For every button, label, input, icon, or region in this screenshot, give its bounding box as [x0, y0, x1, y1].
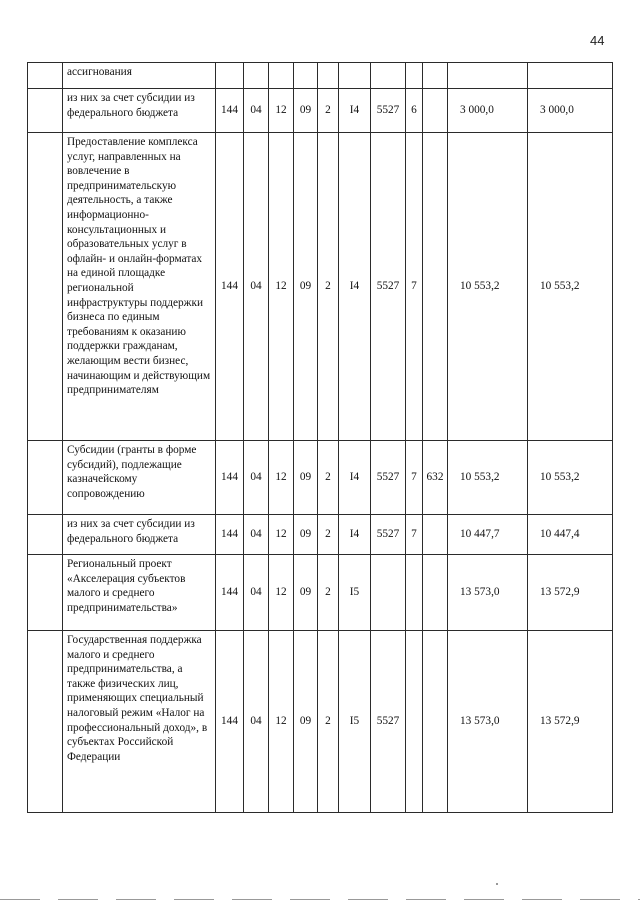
code-cell: I5 — [339, 631, 371, 813]
value-cell-1: 13 573,0 — [448, 555, 528, 631]
table-row — [28, 631, 613, 813]
code-cell: I5 — [339, 555, 371, 631]
code-cell: 144 — [216, 515, 244, 555]
code-cell — [406, 555, 423, 631]
code-cell: 2 — [318, 441, 339, 515]
item-name: Государственная поддержка малого и среднего предпринимательства, а также физических лиц, применяющих специальный налоговый режим «Налог на профессиональный доход», в субъектах Российской Федерации — [63, 631, 216, 813]
code-cell — [423, 515, 448, 555]
code-cell: I4 — [339, 515, 371, 555]
code-cell: 04 — [244, 133, 269, 441]
value-cell-1: 13 573,0 — [448, 631, 528, 813]
code-cell: 2 — [318, 555, 339, 631]
code-cell — [423, 89, 448, 133]
code-cell: 04 — [244, 631, 269, 813]
value-cell-2: 10 553,2 — [528, 133, 613, 441]
code-cell: 09 — [294, 555, 318, 631]
code-cell — [423, 63, 448, 89]
code-cell: 144 — [216, 441, 244, 515]
code-cell — [371, 555, 406, 631]
code-cell: 144 — [216, 555, 244, 631]
code-cell — [406, 63, 423, 89]
row-number-cell — [28, 515, 63, 555]
code-cell: 12 — [269, 133, 294, 441]
code-cell: 5527 — [371, 133, 406, 441]
code-cell: 04 — [244, 441, 269, 515]
code-cell: 09 — [294, 631, 318, 813]
code-cell: 5527 — [371, 441, 406, 515]
code-cell — [216, 63, 244, 89]
code-cell: 7 — [406, 441, 423, 515]
footer-rule — [0, 899, 640, 900]
code-cell — [294, 63, 318, 89]
table-row — [28, 63, 613, 89]
row-number-cell — [28, 441, 63, 515]
value-cell-2 — [528, 63, 613, 89]
code-cell: 12 — [269, 555, 294, 631]
code-cell: 09 — [294, 515, 318, 555]
code-cell — [339, 63, 371, 89]
table-row — [28, 441, 613, 515]
value-cell-1: 10 447,7 — [448, 515, 528, 555]
code-cell: 12 — [269, 631, 294, 813]
item-name: из них за счет субсидии из федерального бюджета — [63, 515, 216, 555]
code-cell — [269, 63, 294, 89]
code-cell: 09 — [294, 441, 318, 515]
code-cell: 144 — [216, 89, 244, 133]
code-cell: 12 — [269, 515, 294, 555]
code-cell: 7 — [406, 515, 423, 555]
code-cell: 04 — [244, 89, 269, 133]
table-row — [28, 89, 613, 133]
code-cell: 12 — [269, 441, 294, 515]
item-name: Региональный проект «Акселерация субъектов малого и среднего предпринимательства» — [63, 555, 216, 631]
code-cell: 5527 — [371, 515, 406, 555]
value-cell-1: 10 553,2 — [448, 441, 528, 515]
code-cell — [423, 631, 448, 813]
value-cell-2: 13 572,9 — [528, 631, 613, 813]
value-cell-1: 3 000,0 — [448, 89, 528, 133]
code-cell — [406, 631, 423, 813]
item-name: ассигнования — [63, 63, 216, 89]
value-cell-1: 10 553,2 — [448, 133, 528, 441]
value-cell-2: 10 553,2 — [528, 441, 613, 515]
code-cell: I4 — [339, 133, 371, 441]
code-cell: 2 — [318, 631, 339, 813]
table-row — [28, 555, 613, 631]
scan-artifact — [496, 883, 498, 885]
item-name: из них за счет субсидии из федерального бюджета — [63, 89, 216, 133]
code-cell: 2 — [318, 89, 339, 133]
code-cell: 09 — [294, 89, 318, 133]
code-cell: 5527 — [371, 631, 406, 813]
value-cell-2: 10 447,4 — [528, 515, 613, 555]
code-cell: I4 — [339, 441, 371, 515]
code-cell: 5527 — [371, 89, 406, 133]
code-cell: 2 — [318, 515, 339, 555]
budget-table — [27, 62, 613, 813]
code-cell — [423, 555, 448, 631]
table-row — [28, 515, 613, 555]
code-cell: 12 — [269, 89, 294, 133]
row-number-cell — [28, 89, 63, 133]
code-cell: 144 — [216, 133, 244, 441]
code-cell: 04 — [244, 555, 269, 631]
code-cell: I4 — [339, 89, 371, 133]
item-name: Субсидии (гранты в форме субсидий), подлежащие казначейскому сопровождению — [63, 441, 216, 515]
code-cell: 632 — [423, 441, 448, 515]
code-cell: 7 — [406, 133, 423, 441]
code-cell: 144 — [216, 631, 244, 813]
row-number-cell — [28, 631, 63, 813]
code-cell — [318, 63, 339, 89]
row-number-cell — [28, 555, 63, 631]
code-cell: 2 — [318, 133, 339, 441]
page-number: 44 — [590, 33, 605, 48]
code-cell — [371, 63, 406, 89]
value-cell-2: 3 000,0 — [528, 89, 613, 133]
row-number-cell — [28, 63, 63, 89]
code-cell: 6 — [406, 89, 423, 133]
value-cell-1 — [448, 63, 528, 89]
item-name: Предоставление комплекса услуг, направленных на вовлечение в предпринимательскую деятельность, а также информационно-консультационных и образовательных услуг в офлайн- и онлайн-форматах на единой площадке региональной инфраструктуры поддержки бизнеса по единым требованиям к оказанию поддержки гражданам, желающим вести бизнес, начинающим и действующим предпринимателям — [63, 133, 216, 441]
row-number-cell — [28, 133, 63, 441]
code-cell — [244, 63, 269, 89]
code-cell — [423, 133, 448, 441]
table-row — [28, 133, 613, 441]
code-cell: 09 — [294, 133, 318, 441]
code-cell: 04 — [244, 515, 269, 555]
value-cell-2: 13 572,9 — [528, 555, 613, 631]
